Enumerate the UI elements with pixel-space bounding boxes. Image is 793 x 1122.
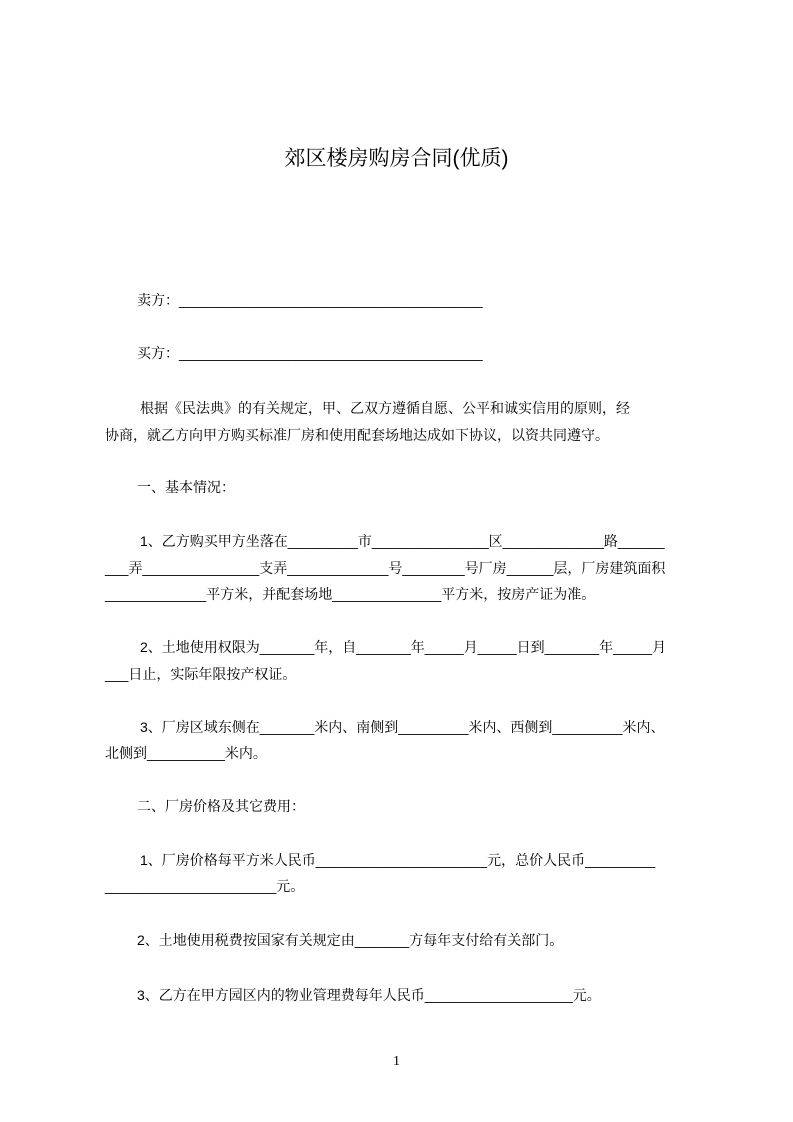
intro-line-1: 根据《民法典》的有关规定，甲、乙双方遵循自愿、公平和诚实信用的原则，经 xyxy=(140,400,630,416)
buyer-line: 买方：_______________________________________ xyxy=(137,345,483,361)
s1-item1-line-1: 1、乙方购买甲方坐落在_________市_______________区_____________路______ xyxy=(140,533,665,549)
s2-item1-line-2: ______________________元。 xyxy=(105,878,305,894)
s2-item1-line-1: 1、厂房价格每平方米人民币______________________元，总价人民币_________ xyxy=(140,852,656,868)
page-number: 1 xyxy=(393,1054,400,1069)
s2-item2: 2、土地使用税费按国家有关规定由_______方每年支付给有关部门。 xyxy=(137,932,564,948)
s1-item3-line-2: 北侧到__________米内。 xyxy=(105,745,267,761)
section1-heading: 一、基本情况： xyxy=(137,479,235,495)
s1-item1-line-3: _____________平方米，并配套场地______________平方米，按房产证为准。 xyxy=(105,586,596,602)
document-title: 郊区楼房购房合同(优质) xyxy=(284,147,509,170)
s1-item1-line-2: ___弄_______________支弄_____________号________号厂房______层，厂房建筑面积 xyxy=(105,560,666,576)
seller-line: 卖方：_______________________________________ xyxy=(137,292,483,308)
section2-heading: 二、厂房价格及其它费用： xyxy=(137,798,305,814)
s1-item3-line-1: 3、厂房区域东侧在_______米内、南侧到_________米内、西侧到_________米内、 xyxy=(140,719,665,735)
s1-item2-line-2: ___日止，实际年限按产权证。 xyxy=(105,666,297,682)
s1-item2-line-1: 2、土地使用权限为_______年，自_______年_____月_____日到_______年_____月 xyxy=(140,639,667,655)
s2-item3: 3、乙方在甲方园区内的物业管理费每年人民币___________________元。 xyxy=(137,987,601,1003)
intro-line-2: 协商，就乙方向甲方购买标准厂房和使用配套场地达成如下协议，以资共同遵守。 xyxy=(105,427,609,443)
